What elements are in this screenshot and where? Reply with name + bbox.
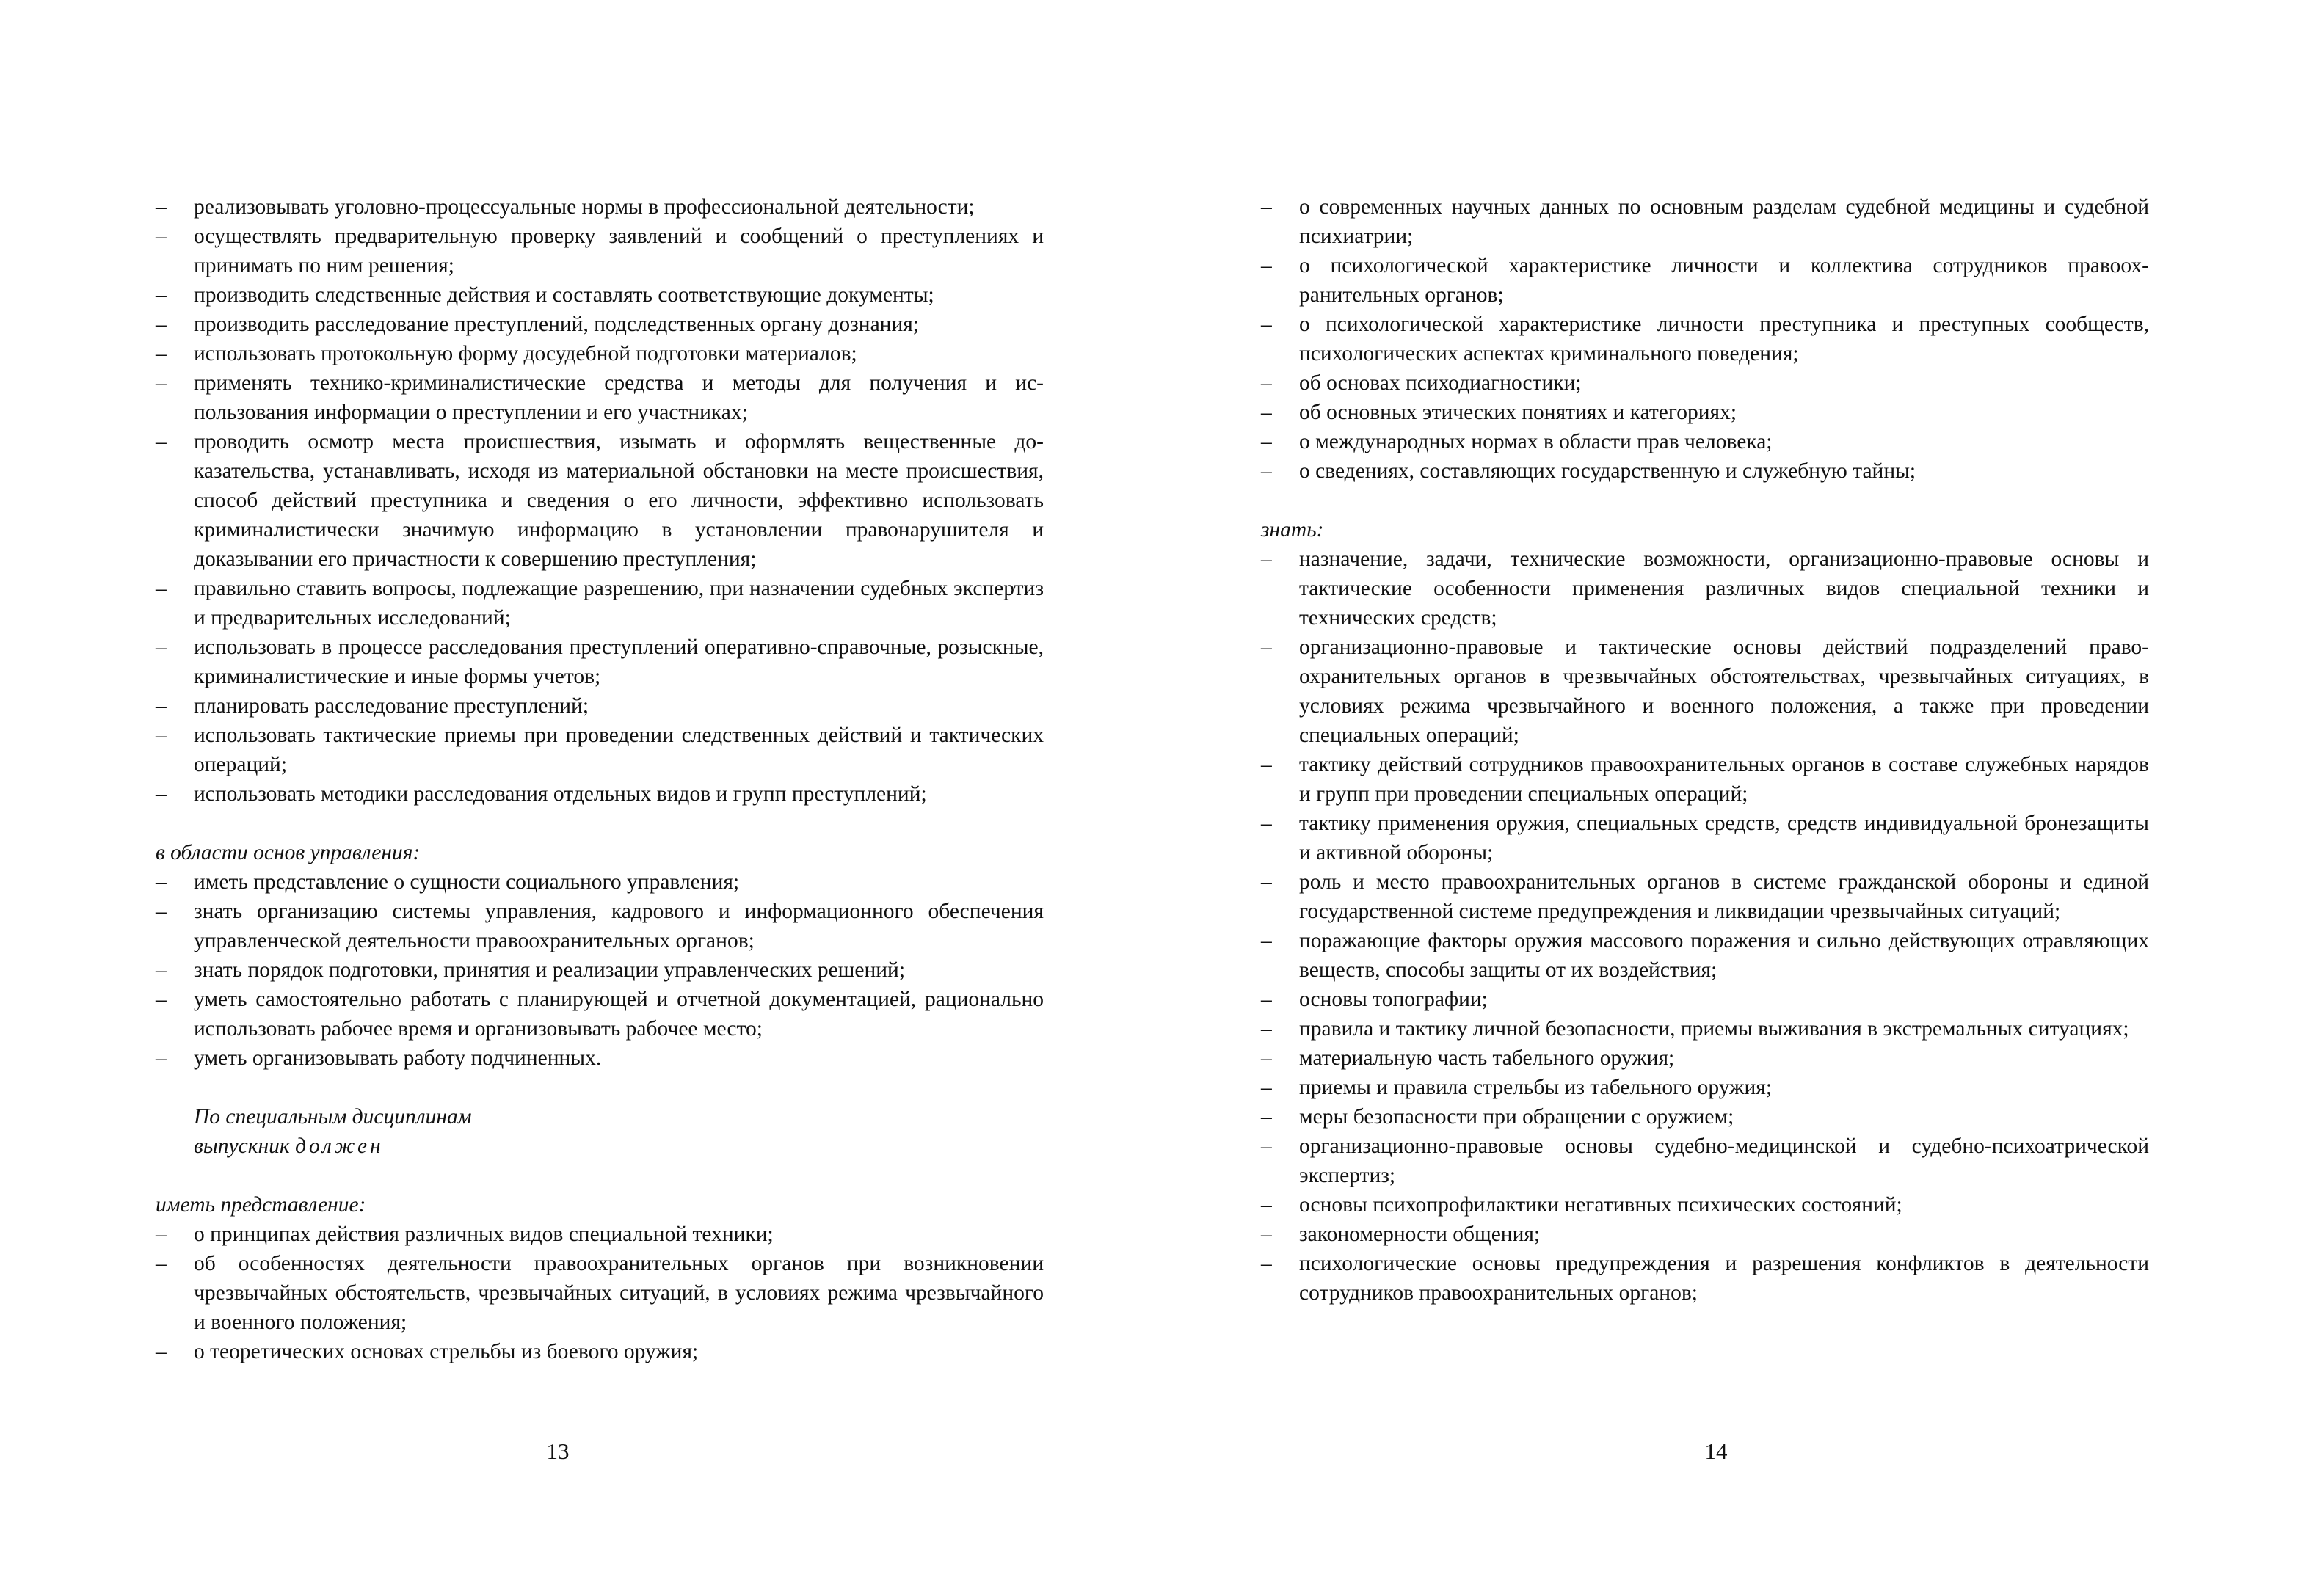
list-item: – о психологической характеристике личности преступника и преступных сообществ, психологических аспектах криминального поведения; [1261,310,2149,368]
skills-list [156,192,1044,809]
list-item: – иметь представление о сущности социального управления; [156,867,1044,897]
page-number: 13 [546,1438,570,1464]
list-item: – о современных научных данных по основным разделам судебной медицины и судебной психиатрии; [1261,192,2149,251]
list-item: – роль и место правоохранительных органов в системе гражданской обороны и единой государственной системе предупреждения и ликвидации чрезвычайных ситуаций; [1261,867,2149,926]
subhead-emphasis: должен [295,1134,384,1158]
special-disciplines-heading [194,1102,1044,1161]
subhead-line-1: По специальным дисциплинам [194,1105,472,1129]
right-page [1156,0,2312,1596]
list-item: – об основных этических понятиях и категориях; [1261,398,2149,427]
list-item: – о принципах действия различных видов специальной техники; [156,1220,1044,1249]
list-item: – организационно-правовые основы судебно-медицинской и судебно-психоатрической экспертиз; [1261,1132,2149,1190]
idea-list-continued [1261,192,2149,486]
list-item: – об особенностях деятельности правоохранительных органов при возникновении чрезвычайных обстоятельств, чрезвычайных ситуаций, в условиях режима чрезвычайного и военного положения; [156,1249,1044,1337]
list-item: – тактику действий сотрудников правоохранительных органов в составе служебных нарядов и групп при проведении специальных операций; [1261,750,2149,809]
list-item: – осуществлять предварительную проверку заявлений и сообщений о преступлениях и принимать по ним решения; [156,222,1044,280]
left-page-text [156,192,1044,1366]
list-item: – тактику применения оружия, специальных средств, средств индивидуальной бронезащиты и активной обороны; [1261,809,2149,867]
list-item: – об основах психодиагностики; [1261,368,2149,398]
list-item: – проводить осмотр места происшествия, изымать и оформлять вещественные доказательства, устанавливать, исходя из материальной обстановки на месте происшествия, способ действий преступника и сведения о его личности, эффективно использовать криминалистически значимую информацию в установлении правонарушителя и доказывании его причастности к совершению преступления; [156,427,1044,574]
list-item: – использовать в процессе расследования преступлений оперативно-справочные, розыскные, криминалистические и иные формы учетов; [156,633,1044,691]
list-item: – психологические основы предупреждения и разрешения конфликтов в деятельности сотрудников правоохранительных органов; [1261,1249,2149,1308]
list-item: – организационно-правовые и тактические основы действий подразделений правоохранительных органов в чрезвычайных обстоятельствах, чрезвычайных ситуациях, в условиях режима чрезвычайного и военного положения, а также при проведении специальных операций; [1261,633,2149,750]
list-item: – закономерности общения; [1261,1220,2149,1249]
list-item: – уметь организовывать работу подчиненных. [156,1043,1044,1073]
list-item: – производить расследование преступлений, подследственных органу дознания; [156,310,1044,339]
list-item: – основы психопрофилактики негативных психических состояний; [1261,1190,2149,1220]
list-item: – уметь самостоятельно работать с планирующей и отчетной документацией, рационально использовать рабочее время и организовывать рабочее место; [156,985,1044,1043]
list-item: – назначение, задачи, технические возможности, организационно-правовые основы и тактические особенности применения различных видов специальной техники и технических средств; [1261,544,2149,633]
list-item: – планировать расследование преступлений; [156,691,1044,721]
list-item: – знать организацию системы управления, кадрового и информационного обеспечения управленческой деятельности правоохранительных органов; [156,897,1044,955]
list-item: – меры безопасности при обращении с оружием; [1261,1102,2149,1132]
list-item: – о теоретических основах стрельбы из боевого оружия; [156,1337,1044,1366]
list-item: – о сведениях, составляющих государственную и служебную тайны; [1261,456,2149,486]
page-number: 14 [1704,1438,1728,1464]
list-item: – знать порядок подготовки, принятия и реализации управленческих решений; [156,955,1044,985]
list-item: – материальную часть табельного оружия; [1261,1043,2149,1073]
section-title-management: в области основ управления: [156,841,421,864]
list-item: – основы топографии; [1261,985,2149,1014]
list-item: – о психологической характеристике личности и коллектива сотрудников правоохранительных органов; [1261,251,2149,310]
list-item: – правила и тактику личной безопасности, приемы выживания в экстремальных ситуациях; [1261,1014,2149,1043]
list-item: – использовать методики расследования отдельных видов и групп преступлений; [156,779,1044,809]
know-list [1261,544,2149,1308]
management-list [156,867,1044,1073]
list-item: – приемы и правила стрельбы из табельного оружия; [1261,1073,2149,1102]
right-page-text [1261,192,2149,1308]
list-item: – производить следственные действия и составлять соответствующие документы; [156,280,1044,310]
section-title-know: знать: [1261,518,1324,542]
list-item: – использовать протокольную форму досудебной подготовки материалов; [156,339,1044,368]
list-item: – использовать тактические приемы при проведении следственных действий и тактических операций; [156,721,1044,779]
list-item: – правильно ставить вопросы, подлежащие разрешению, при назначении судебных экспертиз и предварительных исследований; [156,574,1044,633]
section-title-idea: иметь представление: [156,1193,366,1217]
list-item: – поражающие факторы оружия массового поражения и сильно действующих отравляющих веществ, способы защиты от их воздействия; [1261,926,2149,985]
idea-list [156,1220,1044,1366]
list-item: – о международных нормах в области прав человека; [1261,427,2149,456]
list-item: – реализовывать уголовно-процессуальные нормы в профессиональной деятельности; [156,192,1044,222]
list-item: – применять технико-криминалистические средства и методы для получения и использования информации о преступлении и его участниках; [156,368,1044,427]
subhead-word: выпускник [194,1134,296,1158]
subhead-line-2 [194,1132,1044,1161]
